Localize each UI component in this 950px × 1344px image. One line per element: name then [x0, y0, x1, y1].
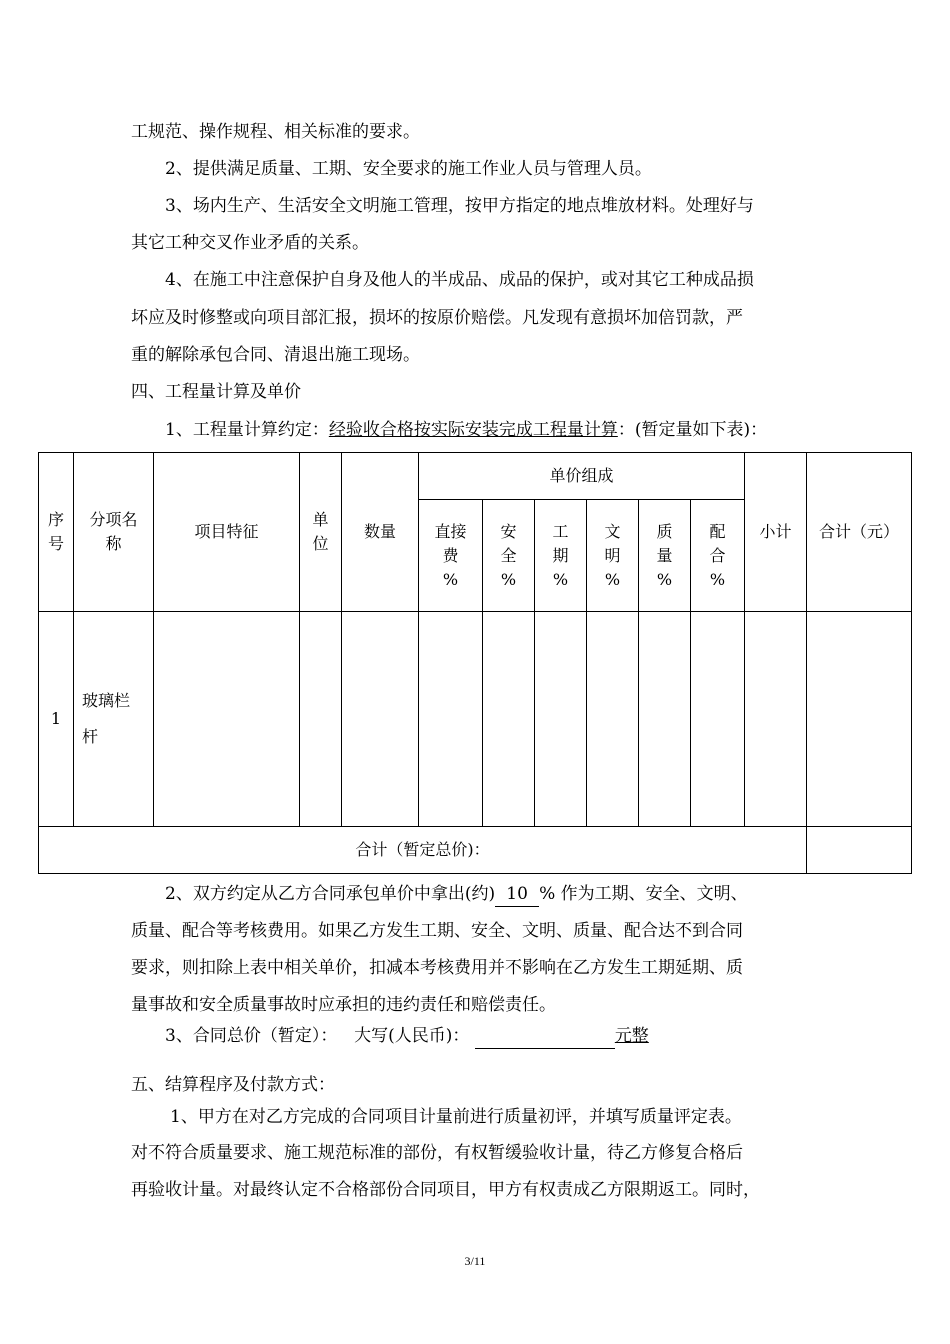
contract-total-prefix: 3、合同总价（暂定）： — [165, 1026, 338, 1046]
contract-total-line — [165, 1024, 649, 1049]
paragraph-line: 坏应及时修整或向项目部汇报，损坏的按原价赔偿。凡发现有意损坏加倍罚款，严 — [131, 308, 743, 328]
sum-row — [39, 827, 912, 874]
paragraph-line: 1、甲方在对乙方完成的合同项目计量前进行质量初评，并填写质量评定表。 — [170, 1107, 742, 1127]
sum-value — [807, 827, 912, 874]
row-seq: 1 — [39, 612, 74, 827]
header-total: 合计（元） — [807, 453, 912, 612]
row-civility — [587, 612, 639, 827]
section-heading: 五、结算程序及付款方式： — [131, 1075, 335, 1095]
row-item-name: 玻璃栏 杆 — [74, 612, 154, 827]
header-item-name: 分项名 称 — [74, 453, 154, 612]
row-schedule — [535, 612, 587, 827]
subheader-coordination: 配 合 % — [691, 500, 745, 612]
paragraph-line: 量事故和安全质量事故时应承担的违约责任和赔偿责任。 — [131, 995, 556, 1015]
subheader-schedule: 工 期 % — [535, 500, 587, 612]
paragraph-line: 质量、配合等考核费用。如果乙方发生工期、安全、文明、质量、配合达不到合同 — [131, 921, 743, 941]
header-feature: 项目特征 — [154, 453, 300, 612]
section-heading: 四、工程量计算及单价 — [131, 382, 301, 402]
paragraph-line: 对不符合质量要求、施工规范标准的部份，有权暂缓验收计量，待乙方修复合格后 — [131, 1143, 743, 1163]
subheader-quality: 质 量 % — [639, 500, 691, 612]
row-direct-cost — [419, 612, 483, 827]
row-coordination — [691, 612, 745, 827]
row-feature — [154, 612, 300, 827]
row-total — [807, 612, 912, 827]
fee-agreement-line — [165, 882, 748, 907]
sum-label: 合计（暂定总价)： — [39, 827, 807, 874]
calc-suffix: ：(暂定量如下表)： — [617, 420, 768, 440]
calc-rule: 经验收合格按实际安装完成工程量计算 — [328, 420, 618, 440]
row-subtotal — [745, 612, 807, 827]
paragraph-line: 再验收计量。对最终认定不合格部份合同项目，甲方有权责成乙方限期返工。同时， — [131, 1180, 760, 1200]
header-row — [39, 453, 912, 500]
subheader-civility: 文 明 % — [587, 500, 639, 612]
fee-prefix: 2、双方约定从乙方合同承包单价中拿出(约) — [165, 884, 496, 904]
page-number: 3/11 — [464, 1254, 486, 1268]
row-safety — [483, 612, 535, 827]
header-quantity: 数量 — [342, 453, 419, 612]
paragraph-line: 工规范、操作规程、相关标准的要求。 — [131, 122, 420, 142]
quantity-table — [38, 452, 912, 874]
subheader-safety: 安 全 % — [483, 500, 535, 612]
header-unit: 单 位 — [300, 453, 342, 612]
paragraph-line: 其它工种交叉作业矛盾的关系。 — [131, 233, 369, 253]
row-quality — [639, 612, 691, 827]
paragraph-line: 重的解除承包合同、清退出施工现场。 — [131, 345, 420, 365]
header-seq: 序 号 — [39, 453, 74, 612]
row-unit — [300, 612, 342, 827]
calc-rule-line — [165, 418, 767, 442]
calc-prefix: 1、工程量计算约定： — [165, 420, 329, 440]
fee-percent-value: 10 — [495, 882, 539, 907]
fee-suffix: % 作为工期、安全、文明、 — [539, 884, 748, 904]
subheader-direct-cost: 直接 费 % — [419, 500, 483, 612]
header-subtotal: 小计 — [745, 453, 807, 612]
paragraph-line: 3、场内生产、生活安全文明施工管理，按甲方指定的地点堆放材料。处理好与 — [165, 196, 754, 216]
table-row — [39, 612, 912, 827]
paragraph-line: 2、提供满足质量、工期、安全要求的施工作业人员与管理人员。 — [165, 159, 652, 179]
header-price-composition: 单价组成 — [419, 453, 745, 500]
paragraph-line: 要求，则扣除上表中相关单价，扣减本考核费用并不影响在乙方发生工期延期、质 — [131, 958, 743, 978]
row-quantity — [342, 612, 419, 827]
contract-total-unit: 元整 — [614, 1026, 649, 1046]
contract-total-label: 大写(人民币)： — [354, 1026, 470, 1046]
contract-total-blank — [475, 1024, 615, 1049]
paragraph-line: 4、在施工中注意保护自身及他人的半成品、成品的保护，或对其它工种成品损 — [165, 270, 754, 290]
